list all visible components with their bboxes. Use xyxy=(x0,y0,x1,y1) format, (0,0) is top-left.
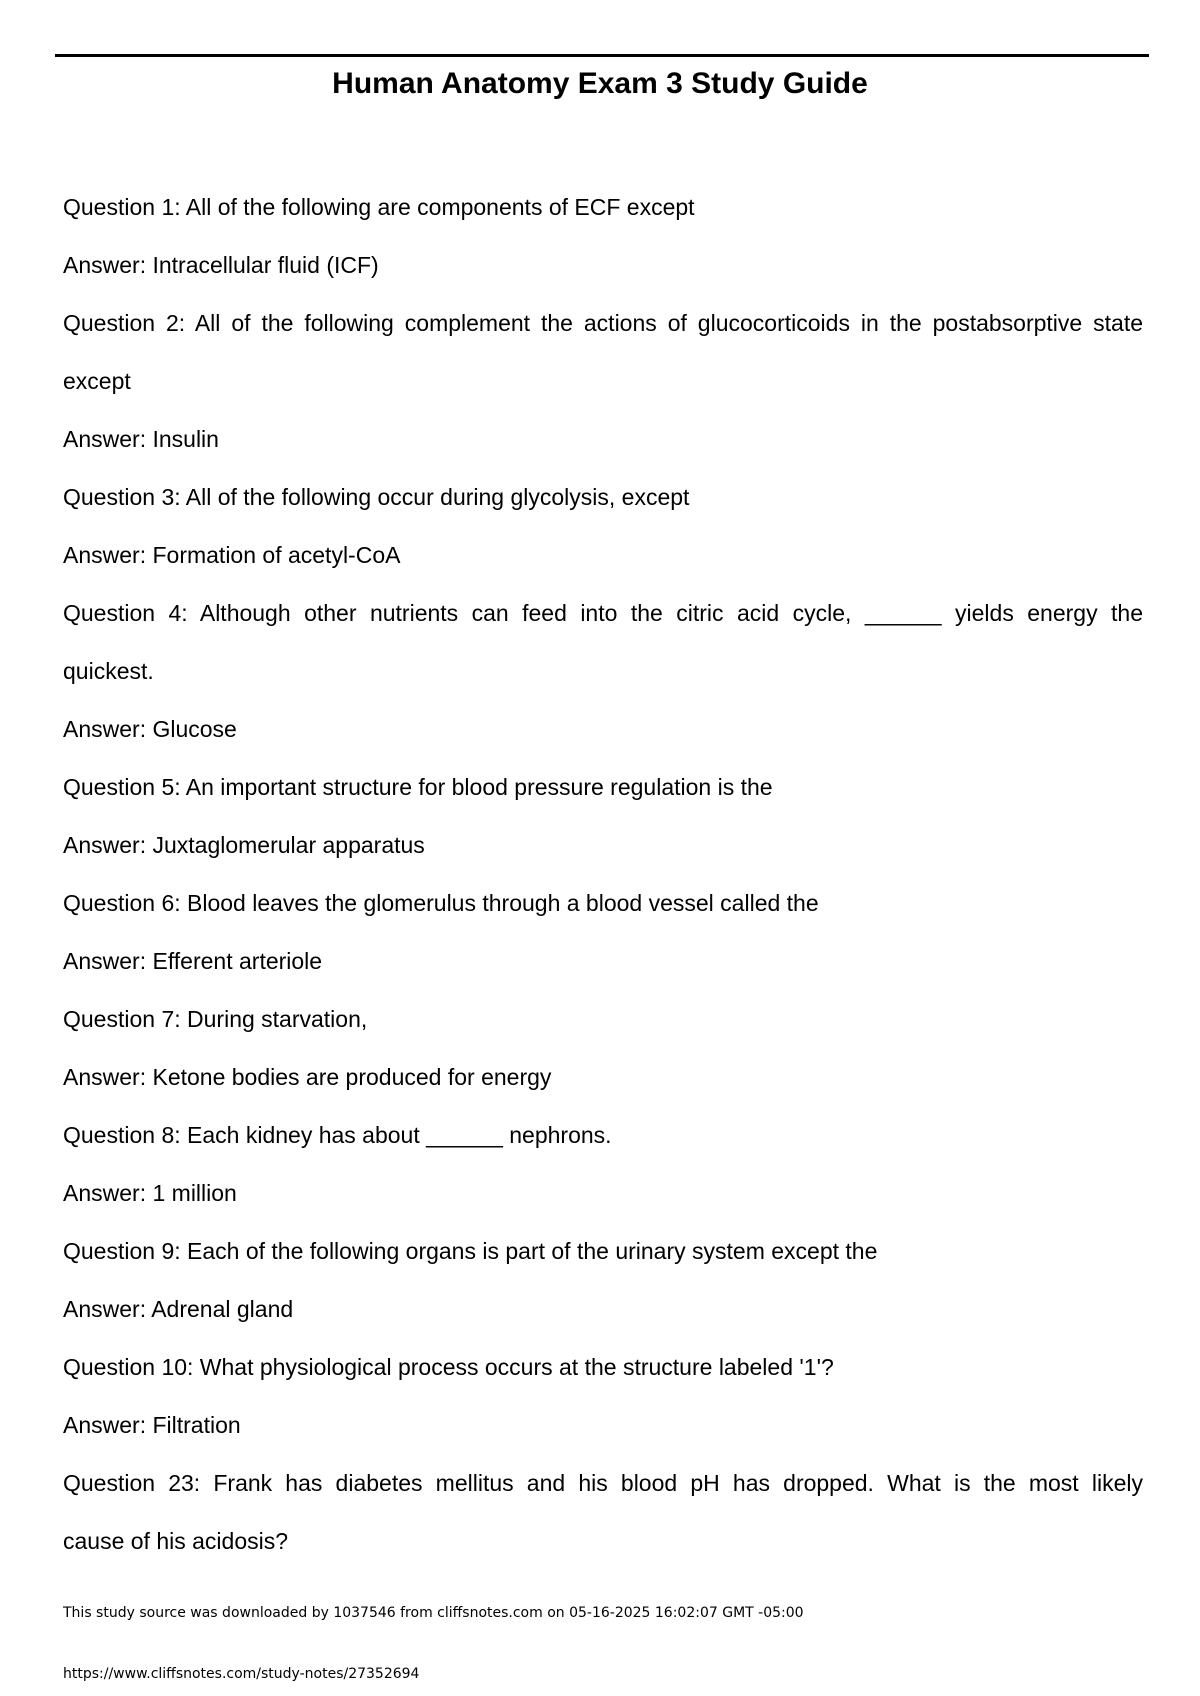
question-line: Question 6: Blood leaves the glomerulus through a blood vessel called the xyxy=(63,890,819,916)
question-line: Question 3: All of the following occur during glycolysis, except xyxy=(63,484,690,510)
question-line-continued: except xyxy=(63,368,131,394)
answer-line: Answer: Ketone bodies are produced for energy xyxy=(63,1064,552,1090)
question-line: Question 9: Each of the following organs is part of the urinary system except the xyxy=(63,1238,878,1264)
question-line: Question 2: All of the following complement the actions of glucocorticoids in the postabsorptive state xyxy=(63,310,1143,336)
answer-line: Answer: Efferent arteriole xyxy=(63,948,323,974)
answer-line: Answer: Filtration xyxy=(63,1412,241,1438)
question-line: Question 1: All of the following are components of ECF except xyxy=(63,194,695,220)
question-line-continued: cause of his acidosis? xyxy=(63,1528,289,1554)
question-line: Question 10: What physiological process occurs at the structure labeled '1'? xyxy=(63,1354,834,1380)
question-line: Question 8: Each kidney has about ______ nephrons. xyxy=(63,1122,612,1148)
document-title: Human Anatomy Exam 3 Study Guide xyxy=(332,67,868,100)
answer-line: Answer: Adrenal gland xyxy=(63,1296,294,1322)
answer-line: Answer: Insulin xyxy=(63,426,219,452)
question-line: Question 5: An important structure for blood pressure regulation is the xyxy=(63,774,773,800)
question-line-continued: quickest. xyxy=(63,658,154,684)
answer-line: Answer: Glucose xyxy=(63,716,237,742)
question-line: Question 7: During starvation, xyxy=(63,1006,368,1032)
top-rule xyxy=(55,54,1149,57)
answer-line: Answer: 1 million xyxy=(63,1180,237,1206)
question-answer-list xyxy=(63,178,1143,1570)
footer-url-link[interactable]: https://www.cliffsnotes.com/study-notes/27352694 xyxy=(63,1666,420,1682)
question-line: Question 4: Although other nutrients can feed into the citric acid cycle, ______ yields energy the xyxy=(63,600,1143,626)
answer-line: Answer: Juxtaglomerular apparatus xyxy=(63,832,425,858)
question-line: Question 23: Frank has diabetes mellitus and his blood pH has dropped. What is the most likely xyxy=(63,1470,1143,1496)
download-source-notice: This study source was downloaded by 1037546 from cliffsnotes.com on 05-16-2025 16:02:07 GMT -05:00 xyxy=(63,1605,804,1621)
answer-line: Answer: Formation of acetyl-CoA xyxy=(63,542,401,568)
answer-line: Answer: Intracellular fluid (ICF) xyxy=(63,252,379,278)
